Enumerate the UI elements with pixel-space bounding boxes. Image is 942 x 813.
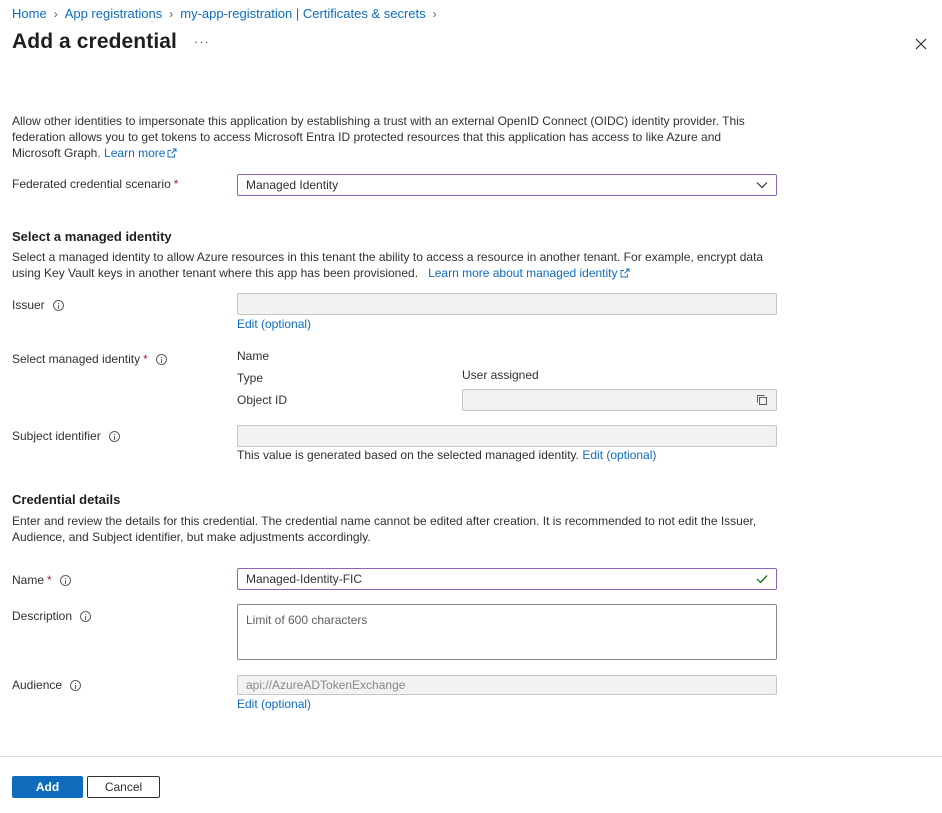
identity-type-value: User assigned	[462, 368, 539, 382]
chevron-right-icon: ›	[53, 6, 58, 21]
select-identity-label	[12, 352, 167, 366]
add-button[interactable]: Add	[12, 776, 83, 798]
chevron-right-icon: ›	[432, 6, 437, 21]
subject-label	[12, 429, 120, 443]
breadcrumb-home[interactable]: Home	[12, 6, 47, 21]
external-link-icon	[620, 268, 630, 278]
info-icon[interactable]	[60, 575, 71, 586]
select-identity-label-text: Select managed identity	[12, 352, 141, 366]
learn-more-managed-identity-label: Learn more about managed identity	[428, 266, 618, 280]
learn-more-link[interactable]	[104, 146, 177, 160]
subject-helper	[237, 448, 656, 462]
audience-label	[12, 678, 81, 692]
managed-identity-text	[12, 249, 772, 281]
learn-more-managed-identity-link[interactable]	[428, 266, 629, 280]
object-id-label: Object ID	[237, 393, 288, 407]
close-icon[interactable]	[912, 35, 930, 53]
breadcrumb-certificates-secrets[interactable]: my-app-registration | Certificates & secrets	[180, 6, 426, 21]
learn-more-label: Learn more	[104, 146, 166, 160]
info-icon[interactable]	[109, 431, 120, 442]
intro-text	[12, 113, 772, 161]
issuer-label-text: Issuer	[12, 298, 45, 312]
scenario-value: Managed Identity	[246, 178, 339, 192]
info-icon[interactable]	[70, 680, 81, 691]
info-icon[interactable]	[80, 611, 91, 622]
audience-field	[237, 675, 777, 695]
description-textarea[interactable]	[237, 604, 777, 660]
identity-name-label: Name	[237, 349, 270, 363]
name-label	[12, 573, 71, 587]
managed-identity-heading: Select a managed identity	[12, 229, 172, 244]
more-options-button[interactable]: ···	[194, 34, 210, 49]
subject-helper-text: This value is generated based on the selected managed identity.	[237, 448, 579, 462]
audience-edit-link[interactable]: Edit (optional)	[237, 697, 312, 711]
issuer-field	[237, 293, 777, 315]
credential-details-heading: Credential details	[12, 492, 121, 507]
subject-edit-link[interactable]: Edit (optional)	[582, 448, 657, 462]
managed-identity-description: Select a managed identity to allow Azure resources in this tenant the ability to access a resource in another tenant. For example, encrypt data using Key Vault keys in another tenant where this app has been provisioned.	[12, 250, 764, 280]
audience-label-text: Audience	[12, 678, 63, 692]
issuer-label	[12, 298, 64, 312]
cancel-button[interactable]: Cancel	[87, 776, 160, 798]
description-label-text: Description	[12, 609, 73, 623]
breadcrumb	[12, 6, 444, 21]
intro-description: Allow other identities to impersonate this application by establishing a trust with an external OpenID Connect (OIDC) identity provider. This federation allows you to get tokens to access Microsoft Entra ID protected resources that this application has access to like Azure and Microsoft Graph.	[12, 114, 745, 160]
scenario-label	[12, 177, 178, 191]
required-indicator: *	[173, 177, 179, 191]
footer-divider	[0, 756, 942, 757]
subject-label-text: Subject identifier	[12, 429, 101, 443]
issuer-edit-link[interactable]: Edit (optional)	[237, 317, 312, 331]
copy-icon[interactable]	[756, 394, 768, 406]
checkmark-icon	[756, 574, 768, 584]
breadcrumb-app-registrations[interactable]: App registrations	[64, 6, 163, 21]
chevron-right-icon: ›	[169, 6, 174, 21]
description-label	[12, 609, 91, 623]
name-value: Managed-Identity-FIC	[246, 572, 363, 586]
object-id-field	[462, 389, 777, 411]
credential-details-text: Enter and review the details for this credential. The credential name cannot be edited after creation. It is recommended to not edit the Issuer, Audience, and Subject identifier, but make adjustments accordingly.	[12, 514, 757, 544]
scenario-dropdown[interactable]	[237, 174, 777, 196]
identity-type-label: Type	[237, 371, 264, 385]
info-icon[interactable]	[156, 354, 167, 365]
name-label-text: Name	[12, 573, 45, 587]
page-title: Add a credential	[12, 30, 177, 53]
scenario-label-text: Federated credential scenario	[12, 177, 171, 191]
subject-field	[237, 425, 777, 447]
name-input[interactable]	[237, 568, 777, 590]
chevron-down-icon	[756, 181, 768, 189]
info-icon[interactable]	[53, 300, 64, 311]
external-link-icon	[167, 148, 177, 158]
required-indicator: *	[47, 573, 52, 587]
required-indicator: *	[143, 352, 148, 366]
